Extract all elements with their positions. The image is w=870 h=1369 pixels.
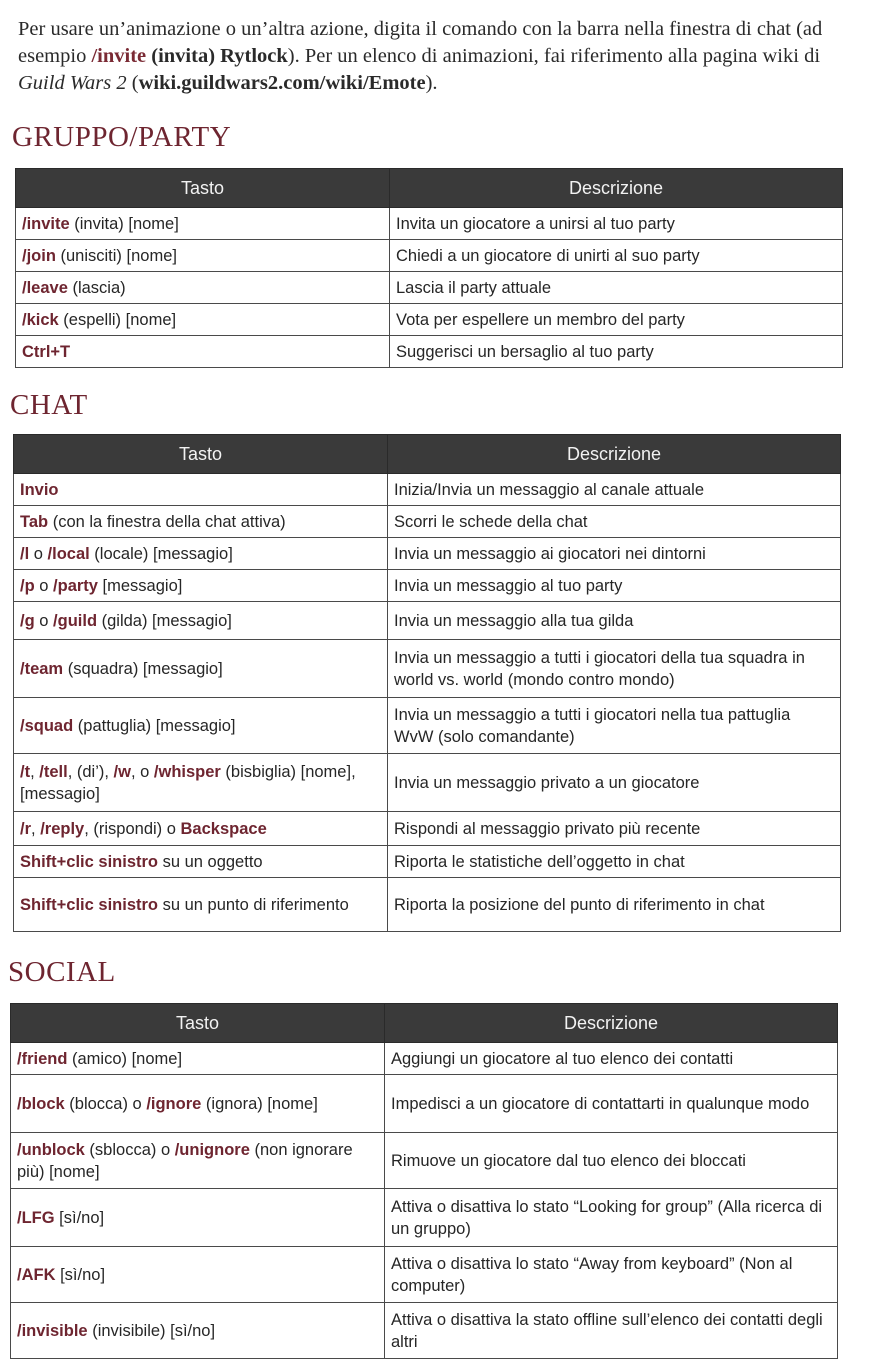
command-keyword: /reply bbox=[40, 819, 85, 838]
description-cell: Rimuove un giocatore dal tuo elenco dei bloccati bbox=[385, 1133, 838, 1189]
description-cell: Riporta la posizione del punto di riferimento in chat bbox=[388, 878, 841, 932]
description-cell: Rispondi al messaggio privato più recente bbox=[388, 812, 841, 846]
table-row bbox=[16, 336, 843, 368]
section-title-party: GRUPPO/PARTY bbox=[12, 121, 232, 153]
table-row bbox=[14, 846, 841, 878]
table-header-row bbox=[14, 435, 841, 474]
command-cell bbox=[11, 1303, 385, 1359]
command-argument: su un punto di riferimento bbox=[158, 895, 349, 914]
command-keyword: /party bbox=[53, 576, 98, 595]
command-keyword: /kick bbox=[22, 310, 59, 329]
table-row bbox=[11, 1189, 838, 1247]
description-cell: Invia un messaggio al tuo party bbox=[388, 570, 841, 602]
command-argument: (con la finestra della chat attiva) bbox=[48, 512, 286, 531]
command-argument: (lascia) bbox=[67, 278, 126, 297]
intro-example-name: Rytlock bbox=[220, 45, 288, 67]
command-keyword: /unblock bbox=[17, 1140, 85, 1159]
command-argument: o bbox=[34, 611, 54, 630]
description-cell: Invia un messaggio a tutti i giocatori nella tua pattuglia WvW (solo comandante) bbox=[388, 698, 841, 754]
column-header-description: Descrizione bbox=[388, 435, 841, 474]
command-cell bbox=[14, 538, 388, 570]
command-argument: (espelli) [nome] bbox=[58, 310, 177, 329]
command-argument: (bisbiglia) [nome], [messagio] bbox=[20, 762, 356, 803]
command-argument: , o bbox=[130, 762, 154, 781]
command-keyword: /w bbox=[113, 762, 131, 781]
section-title-chat: CHAT bbox=[10, 389, 88, 421]
table-row bbox=[14, 812, 841, 846]
intro-text: Per usare un’animazione o un’altra azione, digita il comando con la barra nella finestra di chat (ad esempio bbox=[18, 18, 823, 67]
intro-wiki-link[interactable]: wiki.guildwars2.com/wiki/Emote bbox=[138, 72, 426, 94]
table-header-row bbox=[16, 169, 843, 208]
party-commands-table bbox=[15, 168, 843, 368]
command-cell bbox=[16, 272, 390, 304]
command-keyword: /AFK bbox=[17, 1265, 56, 1284]
command-keyword: /squad bbox=[20, 716, 74, 735]
description-cell: Lascia il party attuale bbox=[390, 272, 843, 304]
table-row bbox=[16, 208, 843, 240]
command-argument: [sì/no] bbox=[55, 1265, 106, 1284]
description-cell: Invia un messaggio ai giocatori nei dintorni bbox=[388, 538, 841, 570]
command-argument: (blocca) o bbox=[64, 1094, 147, 1113]
command-argument: (sblocca) o bbox=[84, 1140, 175, 1159]
table-row bbox=[11, 1303, 838, 1359]
command-argument: (pattuglia) [messagio] bbox=[73, 716, 236, 735]
command-keyword: /friend bbox=[17, 1049, 68, 1068]
column-header-key: Tasto bbox=[14, 435, 388, 474]
description-cell: Vota per espellere un membro del party bbox=[390, 304, 843, 336]
chat-commands-table bbox=[13, 434, 841, 932]
command-argument: (unisciti) [nome] bbox=[55, 246, 177, 265]
command-argument: [messagio] bbox=[97, 576, 183, 595]
table-row bbox=[14, 538, 841, 570]
command-cell bbox=[16, 304, 390, 336]
command-cell bbox=[16, 240, 390, 272]
description-cell: Invia un messaggio privato a un giocatore bbox=[388, 754, 841, 812]
description-cell: Invia un messaggio a tutti i giocatori della tua squadra in world vs. world (mondo contro mondo) bbox=[388, 640, 841, 698]
intro-text: ). bbox=[425, 72, 438, 94]
command-argument: su un oggetto bbox=[158, 852, 263, 871]
description-cell: Invita un giocatore a unirsi al tuo party bbox=[390, 208, 843, 240]
intro-text: (invita) bbox=[146, 45, 221, 67]
command-keyword: /g bbox=[20, 611, 35, 630]
table-row bbox=[14, 506, 841, 538]
command-keyword: Ctrl+T bbox=[22, 342, 71, 361]
command-argument: , (di’), bbox=[67, 762, 114, 781]
command-cell bbox=[14, 602, 388, 640]
description-cell: Inizia/Invia un messaggio al canale attuale bbox=[388, 474, 841, 506]
command-argument: (squadra) [messagio] bbox=[63, 659, 223, 678]
command-keyword: /l bbox=[20, 544, 30, 563]
command-keyword: /local bbox=[47, 544, 90, 563]
command-keyword: Backspace bbox=[180, 819, 267, 838]
intro-command: /invite bbox=[91, 45, 147, 67]
command-cell bbox=[14, 812, 388, 846]
command-argument: (ignora) [nome] bbox=[201, 1094, 318, 1113]
command-keyword: /team bbox=[20, 659, 64, 678]
column-header-key: Tasto bbox=[11, 1004, 385, 1043]
command-argument: (gilda) [messagio] bbox=[97, 611, 232, 630]
table-row bbox=[14, 640, 841, 698]
command-cell bbox=[11, 1189, 385, 1247]
column-header-description: Descrizione bbox=[385, 1004, 838, 1043]
description-cell: Suggerisci un bersaglio al tuo party bbox=[390, 336, 843, 368]
table-row bbox=[11, 1075, 838, 1133]
command-argument: (locale) [messagio] bbox=[89, 544, 233, 563]
description-cell: Riporta le statistiche dell’oggetto in chat bbox=[388, 846, 841, 878]
command-cell bbox=[11, 1075, 385, 1133]
command-keyword: Invio bbox=[20, 480, 59, 499]
command-cell bbox=[14, 640, 388, 698]
command-keyword: /r bbox=[20, 819, 32, 838]
table-row bbox=[14, 878, 841, 932]
intro-text: ( bbox=[126, 72, 139, 94]
command-argument: o bbox=[29, 544, 48, 563]
command-cell bbox=[14, 754, 388, 812]
table-row bbox=[16, 272, 843, 304]
table-row bbox=[11, 1247, 838, 1303]
command-argument: (invisibile) [sì/no] bbox=[87, 1321, 216, 1340]
intro-paragraph bbox=[18, 16, 858, 97]
command-argument: (non ignorare più) [nome] bbox=[17, 1140, 353, 1181]
command-keyword: /LFG bbox=[17, 1208, 55, 1227]
description-cell: Invia un messaggio alla tua gilda bbox=[388, 602, 841, 640]
command-cell bbox=[16, 208, 390, 240]
section-title-social: SOCIAL bbox=[8, 956, 116, 988]
command-cell bbox=[14, 570, 388, 602]
table-row bbox=[16, 304, 843, 336]
command-keyword: /ignore bbox=[146, 1094, 202, 1113]
command-cell bbox=[14, 846, 388, 878]
table-row bbox=[14, 474, 841, 506]
command-keyword: /invisible bbox=[17, 1321, 88, 1340]
command-keyword: /tell bbox=[39, 762, 68, 781]
table-row bbox=[16, 240, 843, 272]
social-commands-table bbox=[10, 1003, 838, 1359]
command-cell bbox=[14, 698, 388, 754]
description-cell: Attiva o disattiva lo stato “Away from keyboard” (Non al computer) bbox=[385, 1247, 838, 1303]
description-cell: Attiva o disattiva la stato offline sull’elenco dei contatti degli altri bbox=[385, 1303, 838, 1359]
command-argument: , bbox=[31, 819, 41, 838]
command-argument: o bbox=[34, 576, 54, 595]
table-row bbox=[11, 1133, 838, 1189]
command-keyword: Tab bbox=[20, 512, 49, 531]
command-cell bbox=[16, 336, 390, 368]
table-row bbox=[14, 570, 841, 602]
command-keyword: Shift+clic sinistro bbox=[20, 895, 158, 914]
command-cell bbox=[11, 1247, 385, 1303]
command-argument: , (rispondi) o bbox=[84, 819, 181, 838]
table-row bbox=[11, 1043, 838, 1075]
command-keyword: /unignore bbox=[174, 1140, 250, 1159]
command-keyword: /invite bbox=[22, 214, 70, 233]
command-argument: (amico) [nome] bbox=[67, 1049, 183, 1068]
command-keyword: /join bbox=[22, 246, 56, 265]
command-cell bbox=[14, 474, 388, 506]
command-keyword: /whisper bbox=[153, 762, 221, 781]
table-row bbox=[14, 754, 841, 812]
command-keyword: /block bbox=[17, 1094, 65, 1113]
intro-game-title: Guild Wars 2 bbox=[18, 72, 127, 94]
command-cell bbox=[11, 1133, 385, 1189]
column-header-description: Descrizione bbox=[390, 169, 843, 208]
command-cell bbox=[14, 878, 388, 932]
command-argument: (invita) [nome] bbox=[69, 214, 179, 233]
command-argument: , bbox=[30, 762, 40, 781]
table-header-row bbox=[11, 1004, 838, 1043]
description-cell: Impedisci a un giocatore di contattarti in qualunque modo bbox=[385, 1075, 838, 1133]
command-keyword: Shift+clic sinistro bbox=[20, 852, 158, 871]
description-cell: Attiva o disattiva lo stato “Looking for group” (Alla ricerca di un gruppo) bbox=[385, 1189, 838, 1247]
table-row bbox=[14, 698, 841, 754]
command-keyword: /t bbox=[20, 762, 31, 781]
description-cell: Aggiungi un giocatore al tuo elenco dei contatti bbox=[385, 1043, 838, 1075]
command-cell bbox=[14, 506, 388, 538]
table-row bbox=[14, 602, 841, 640]
intro-text: ). Per un elenco di animazioni, fai riferimento alla pagina wiki di bbox=[287, 45, 821, 67]
description-cell: Chiedi a un giocatore di unirti al suo party bbox=[390, 240, 843, 272]
command-argument: [sì/no] bbox=[54, 1208, 105, 1227]
command-keyword: /leave bbox=[22, 278, 68, 297]
command-keyword: /guild bbox=[53, 611, 98, 630]
command-keyword: /p bbox=[20, 576, 35, 595]
description-cell: Scorri le schede della chat bbox=[388, 506, 841, 538]
command-cell bbox=[11, 1043, 385, 1075]
column-header-key: Tasto bbox=[16, 169, 390, 208]
